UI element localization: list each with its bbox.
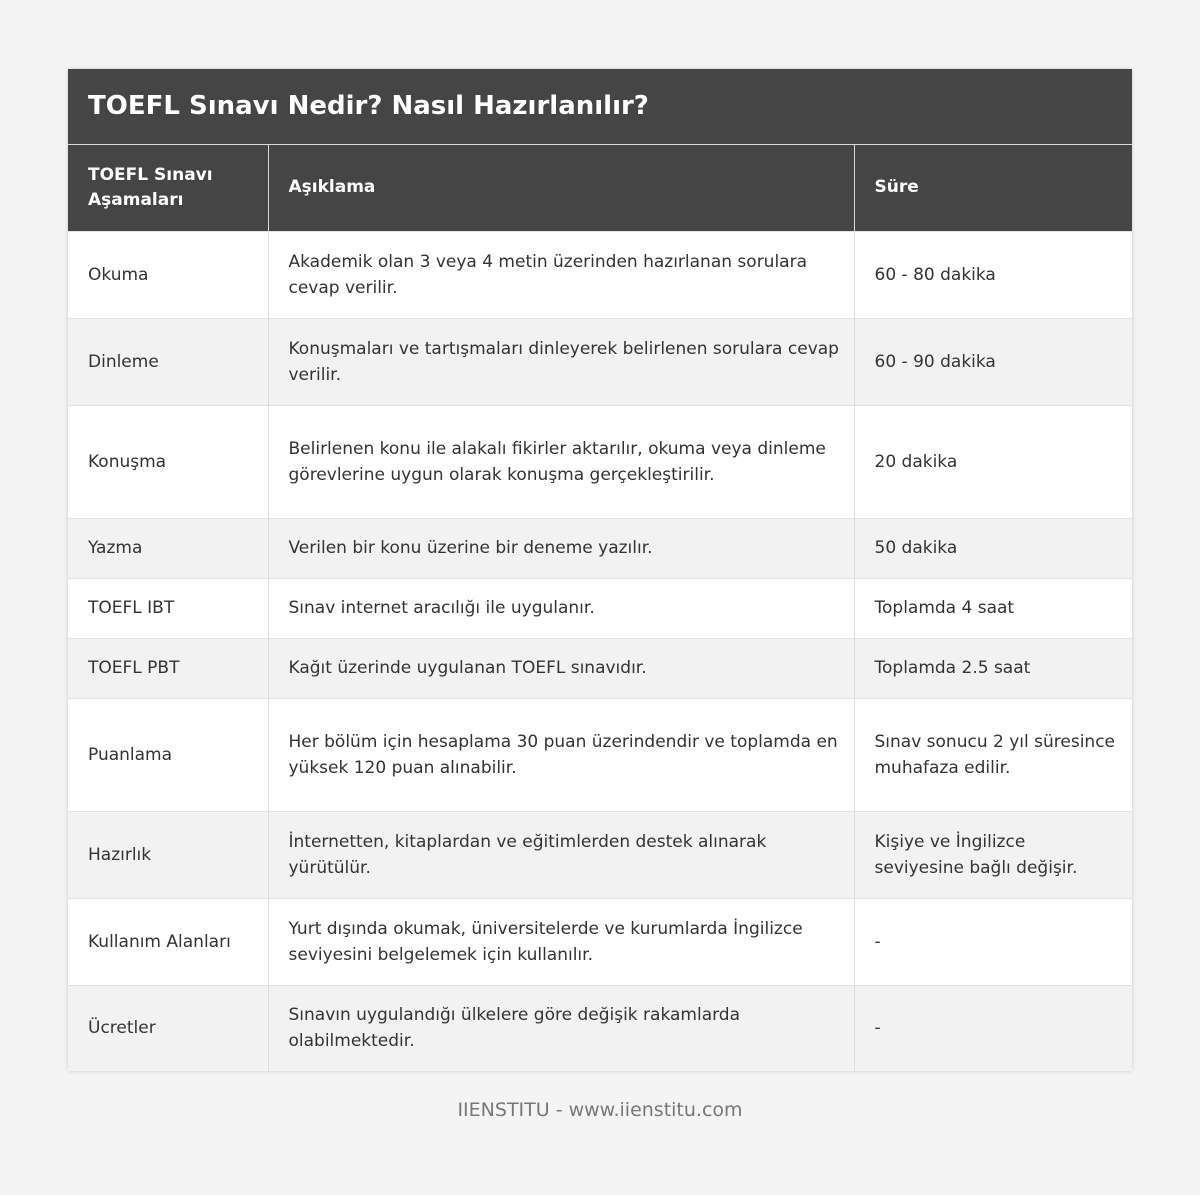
duration-cell: 20 dakika xyxy=(854,405,1132,518)
duration-cell: - xyxy=(854,898,1132,985)
description-cell: Her bölüm için hesaplama 30 puan üzerindendir ve toplamda en yüksek 120 puan alınabilir. xyxy=(268,698,854,811)
description-cell: Sınavın uygulandığı ülkelere göre değişik rakamlarda olabilmektedir. xyxy=(268,985,854,1071)
description-cell: Akademik olan 3 veya 4 metin üzerinden hazırlanan sorulara cevap verilir. xyxy=(268,231,854,318)
stage-cell: TOEFL IBT xyxy=(68,578,268,638)
description-cell: İnternetten, kitaplardan ve eğitimlerden destek alınarak yürütülür. xyxy=(268,811,854,898)
duration-cell: Toplamda 2.5 saat xyxy=(854,638,1132,698)
description-cell: Belirlenen konu ile alakalı fikirler aktarılır, okuma veya dinleme görevlerine uygun olarak konuşma gerçekleştirilir. xyxy=(268,405,854,518)
stage-cell: Dinleme xyxy=(68,318,268,405)
duration-cell: 60 - 90 dakika xyxy=(854,318,1132,405)
table-row xyxy=(68,231,1132,318)
stage-cell: Puanlama xyxy=(68,698,268,811)
stage-cell: TOEFL PBT xyxy=(68,638,268,698)
column-header-stage: TOEFL Sınavı Aşamaları xyxy=(68,145,268,231)
table-row xyxy=(68,518,1132,578)
table-row xyxy=(68,898,1132,985)
duration-cell: 50 dakika xyxy=(854,518,1132,578)
stage-cell: Okuma xyxy=(68,231,268,318)
stage-cell: Ücretler xyxy=(68,985,268,1071)
description-cell: Verilen bir konu üzerine bir deneme yazılır. xyxy=(268,518,854,578)
table-row xyxy=(68,985,1132,1071)
column-header-duration: Süre xyxy=(854,145,1132,231)
table-row xyxy=(68,318,1132,405)
stage-cell: Hazırlık xyxy=(68,811,268,898)
table-row xyxy=(68,638,1132,698)
duration-cell: 60 - 80 dakika xyxy=(854,231,1132,318)
toefl-table xyxy=(68,145,1132,1071)
footer-credit: IIENSTITU - www.iienstitu.com xyxy=(457,1099,743,1121)
column-header-description: Aşıklama xyxy=(268,145,854,231)
duration-cell: Toplamda 4 saat xyxy=(854,578,1132,638)
stage-cell: Yazma xyxy=(68,518,268,578)
stage-cell: Kullanım Alanları xyxy=(68,898,268,985)
table-row xyxy=(68,811,1132,898)
table-row xyxy=(68,578,1132,638)
description-cell: Sınav internet aracılığı ile uygulanır. xyxy=(268,578,854,638)
description-cell: Yurt dışında okumak, üniversitelerde ve kurumlarda İngilizce seviyesini belgelemek için kullanılır. xyxy=(268,898,854,985)
duration-cell: Kişiye ve İngilizce seviyesine bağlı değişir. xyxy=(854,811,1132,898)
toefl-table-card xyxy=(68,69,1132,1071)
description-cell: Kağıt üzerinde uygulanan TOEFL sınavıdır. xyxy=(268,638,854,698)
header-row xyxy=(68,145,1132,231)
duration-cell: - xyxy=(854,985,1132,1071)
description-cell: Konuşmaları ve tartışmaları dinleyerek belirlenen sorulara cevap verilir. xyxy=(268,318,854,405)
stage-cell: Konuşma xyxy=(68,405,268,518)
table-title: TOEFL Sınavı Nedir? Nasıl Hazırlanılır? xyxy=(68,69,1132,145)
table-row xyxy=(68,405,1132,518)
table-row xyxy=(68,698,1132,811)
duration-cell: Sınav sonucu 2 yıl süresince muhafaza edilir. xyxy=(854,698,1132,811)
